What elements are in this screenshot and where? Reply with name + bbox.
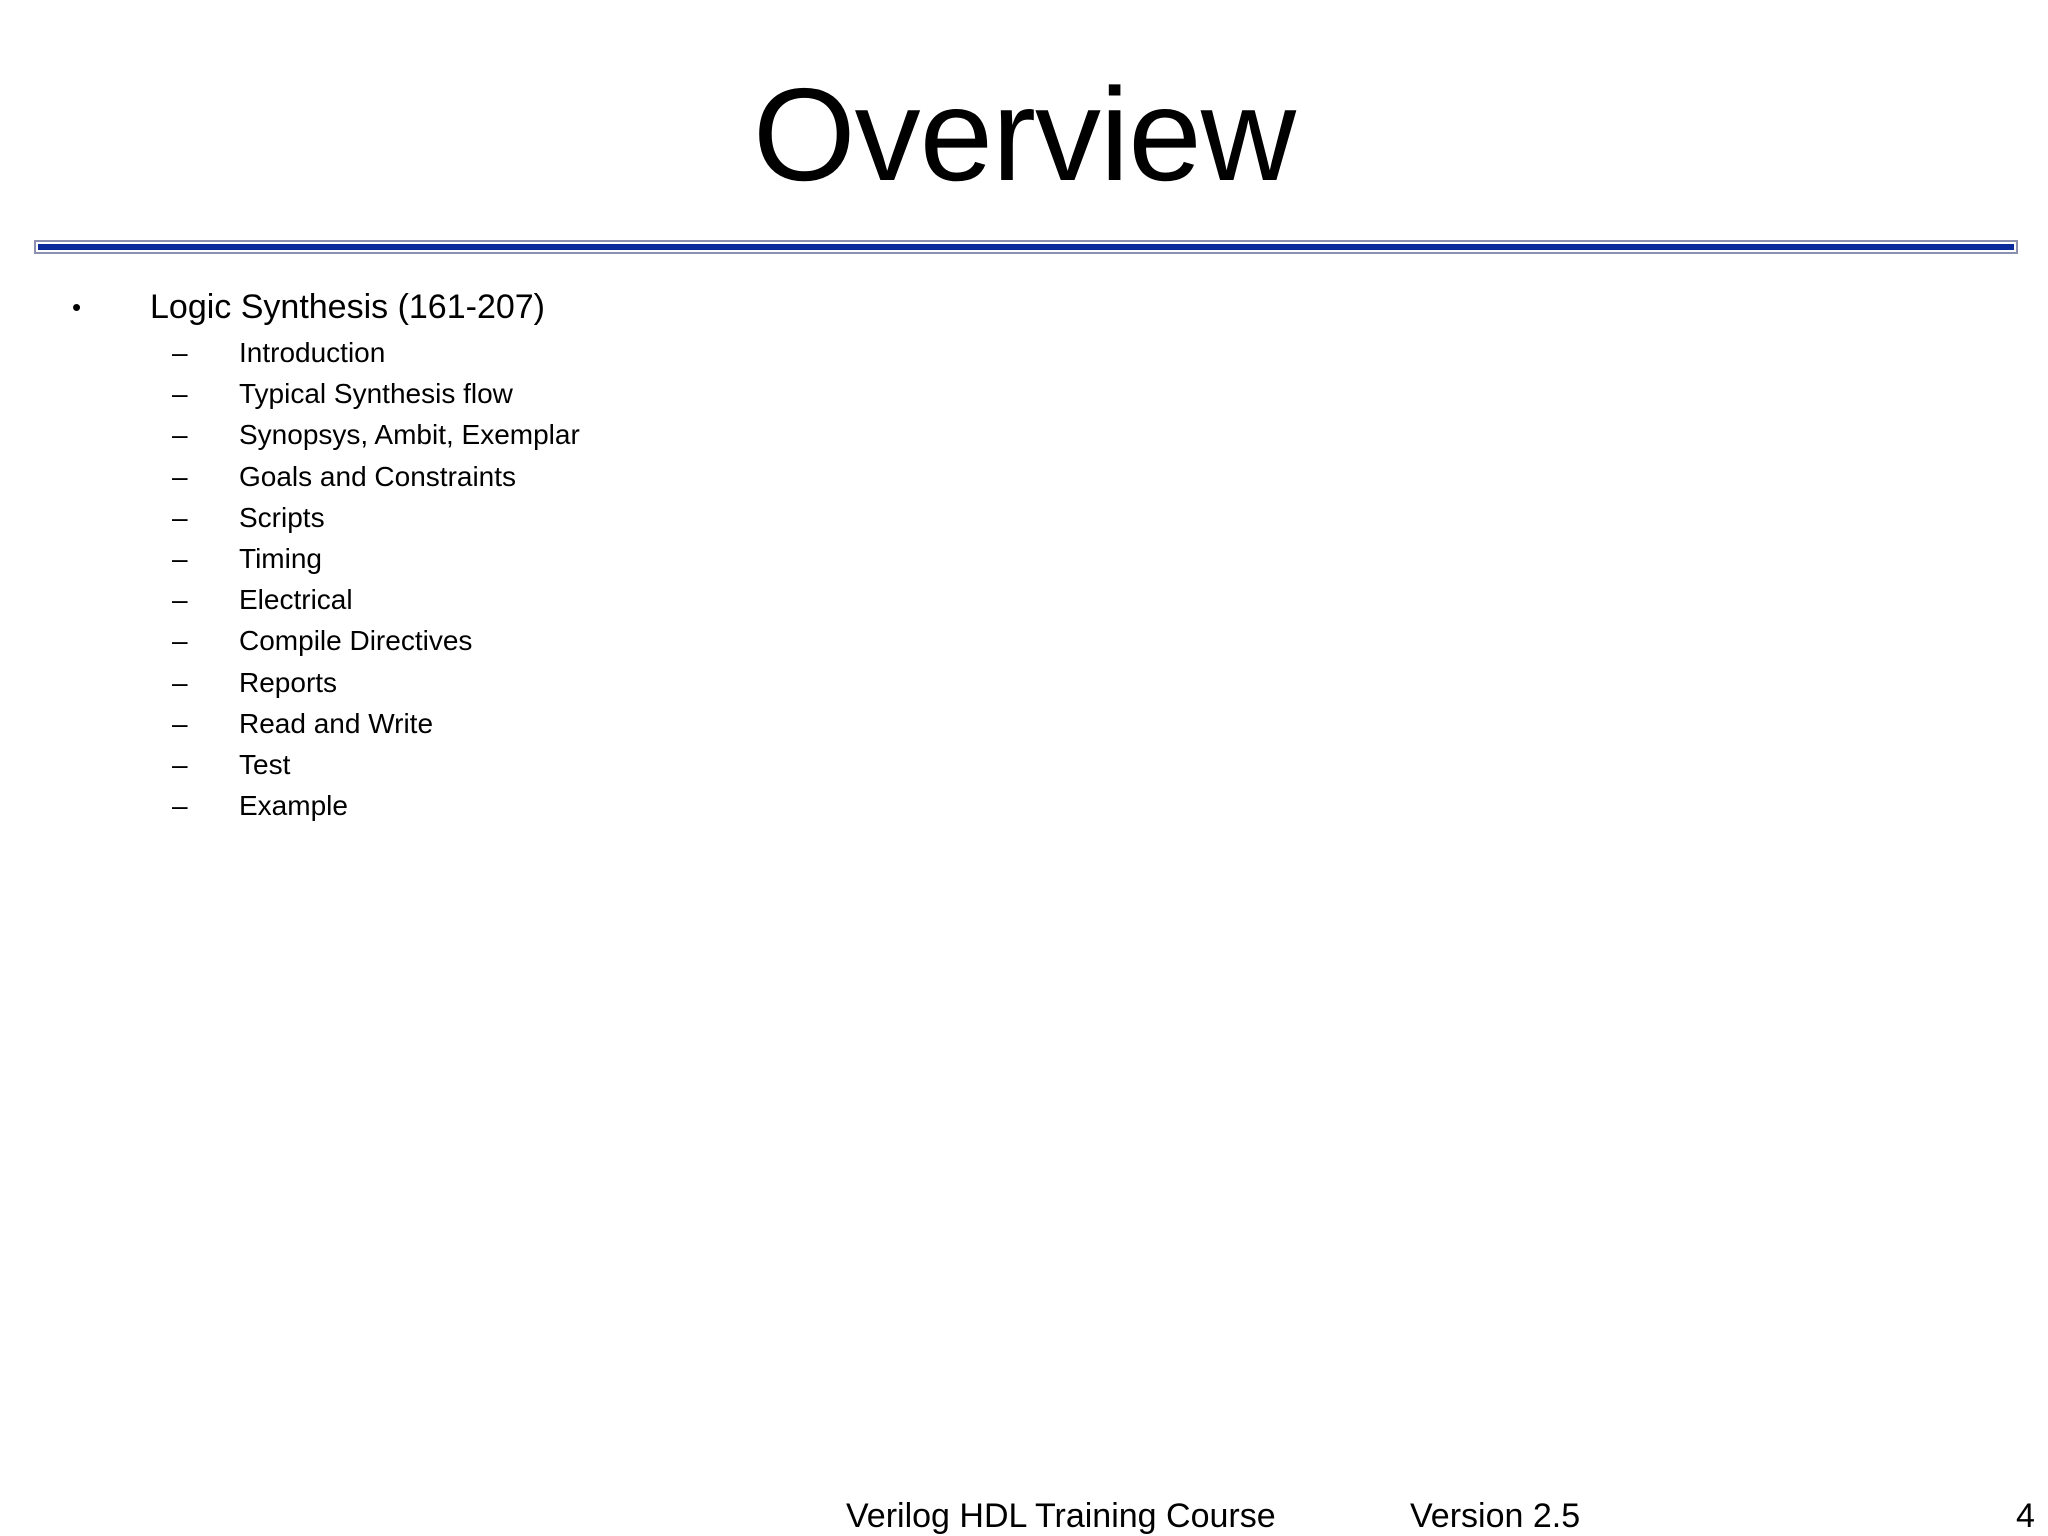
- sub-item-text: Read and Write: [239, 707, 434, 739]
- sub-item-dash: –: [172, 666, 188, 698]
- sub-item-dash: –: [172, 748, 188, 780]
- sub-item-text: Introduction: [239, 337, 386, 368]
- sub-item-dash: –: [172, 378, 188, 410]
- sub-item-dash: –: [172, 707, 188, 739]
- footer-version: Version 2.5: [1410, 1497, 1581, 1535]
- sub-item-dash: –: [172, 542, 188, 574]
- sub-item-text: Compile Directives: [239, 625, 473, 657]
- sub-item-text: Synopsys, Ambit, Exemplar: [239, 419, 580, 451]
- sub-item-text: Scripts: [239, 501, 325, 533]
- sub-item-text: Typical Synthesis flow: [239, 378, 513, 410]
- sub-item-text: Electrical: [239, 584, 353, 616]
- sub-item-text: Example: [239, 790, 348, 822]
- bullet-text: Logic Synthesis (161-207): [150, 288, 546, 326]
- bullet-marker: •: [72, 292, 82, 322]
- sub-item-dash: –: [172, 501, 188, 533]
- sub-item-text: Timing: [239, 542, 322, 574]
- sub-item-dash: –: [172, 584, 188, 616]
- title-divider: [34, 240, 2018, 254]
- sub-item-dash: –: [172, 337, 188, 368]
- sub-item-dash: –: [172, 460, 188, 492]
- sub-item-text: Test: [239, 748, 291, 780]
- sub-item-dash: –: [172, 625, 188, 657]
- title-divider-fill: [38, 244, 2014, 250]
- page-number: 4: [2016, 1497, 2035, 1535]
- slide-title: Overview: [752, 61, 1296, 208]
- sub-item-text: Goals and Constraints: [239, 460, 517, 492]
- sub-item-text: Reports: [239, 666, 338, 698]
- sub-item-dash: –: [172, 790, 188, 822]
- footer-course-title: Verilog HDL Training Course: [846, 1497, 1276, 1535]
- sub-item-dash: –: [172, 419, 188, 451]
